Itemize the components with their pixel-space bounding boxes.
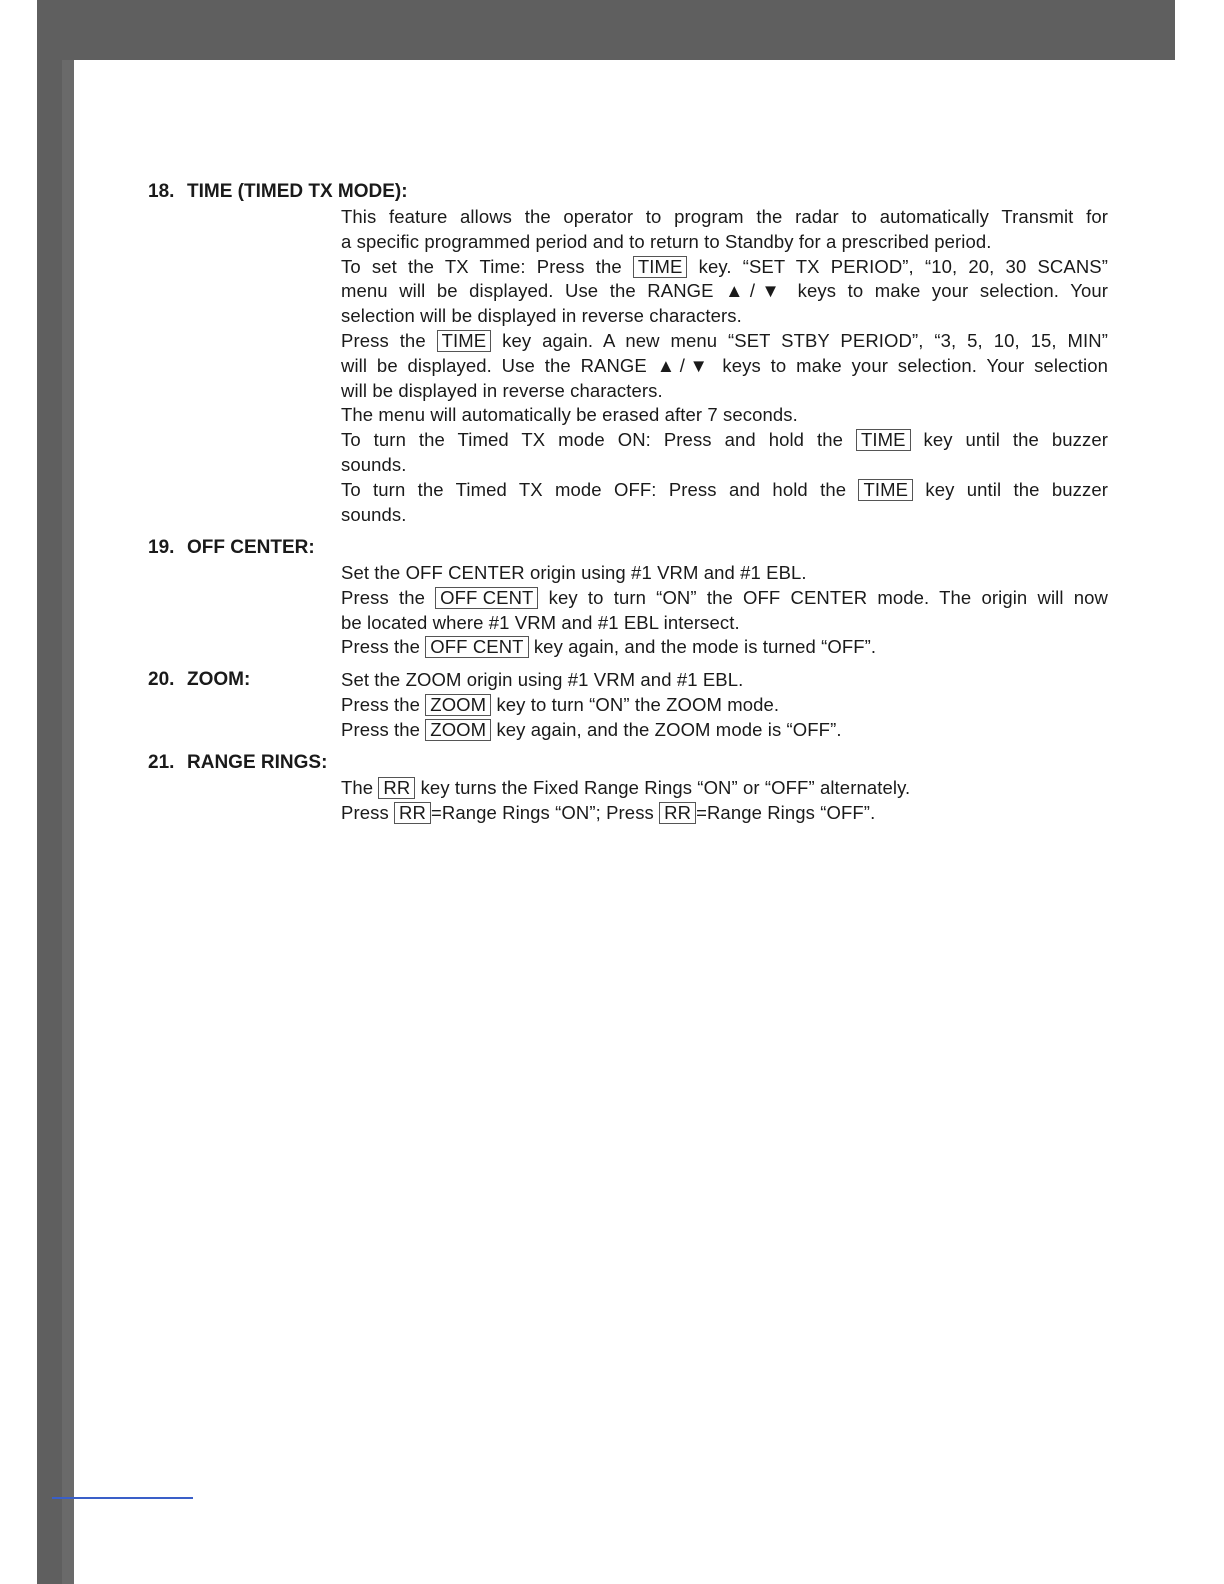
body-line	[341, 403, 1108, 428]
body-text: =Range Rings “ON”; Press	[430, 801, 660, 823]
body-text: be located where #1 VRM and #1 EBL intersect.	[341, 611, 740, 633]
key-label-zoom: ZOOM	[425, 694, 491, 716]
body-text: key. “SET TX PERIOD”, “10, 20, 30 SCANS”	[687, 255, 1108, 277]
body-line	[341, 718, 1108, 743]
body-line	[341, 205, 1108, 230]
body-line	[341, 776, 1108, 801]
body-line	[341, 329, 1108, 354]
body-line	[341, 586, 1108, 611]
body-line	[341, 503, 1108, 528]
section-number: 20.	[148, 669, 175, 690]
body-text: key again, and the mode is turned “OFF”.	[528, 636, 877, 658]
body-text: Press the	[341, 718, 426, 740]
body-text: Press	[341, 801, 395, 823]
key-label-time: TIME	[856, 429, 911, 451]
body-text: sounds.	[341, 453, 407, 475]
scan-border-left-edge	[62, 60, 74, 1584]
body-text: Press the	[341, 693, 426, 715]
body-text: =Range Rings “OFF”.	[696, 801, 876, 823]
key-label-rr: RR	[378, 777, 415, 799]
body-text: key until the buzzer	[913, 478, 1108, 500]
body-text: will be displayed. Use the RANGE ▲/▼ keys to make your selection. Your selection	[341, 354, 1108, 376]
body-text: a specific programmed period and to return to Standby for a prescribed period.	[341, 230, 992, 252]
body-text: Press the	[341, 636, 426, 658]
section-18-body	[341, 205, 1108, 527]
key-label-time: TIME	[858, 479, 913, 501]
body-line	[341, 279, 1108, 304]
body-text: key to turn “ON” the ZOOM mode.	[491, 693, 780, 715]
body-text: key again, and the ZOOM mode is “OFF”.	[491, 718, 842, 740]
section-number: 19.	[148, 537, 175, 558]
body-line	[341, 230, 1108, 255]
body-text: To turn the Timed TX mode ON: Press and hold the	[341, 429, 856, 451]
body-line	[341, 668, 1108, 693]
body-text: will be displayed in reverse characters.	[341, 379, 663, 401]
section-title: RANGE RINGS:	[187, 752, 328, 773]
key-label-zoom: ZOOM	[425, 719, 491, 741]
key-label-time: TIME	[437, 330, 492, 352]
section-20-heading	[148, 669, 250, 691]
body-text: The menu will automatically be erased after 7 seconds.	[341, 404, 798, 426]
body-text: key to turn “ON” the OFF CENTER mode. The origin will now	[538, 586, 1108, 608]
footer-rule	[52, 1497, 193, 1499]
body-line	[341, 611, 1108, 636]
section-19-body	[341, 561, 1108, 660]
body-line	[341, 255, 1108, 280]
body-line	[341, 693, 1108, 718]
key-label-rr: RR	[394, 802, 431, 824]
body-line	[341, 453, 1108, 478]
section-18-heading	[148, 181, 408, 203]
body-line	[341, 428, 1108, 453]
section-title: OFF CENTER:	[187, 537, 315, 558]
key-label-off-cent: OFF CENT	[425, 636, 528, 658]
body-text: Set the OFF CENTER origin using #1 VRM and #1 EBL.	[341, 562, 807, 583]
body-text: To set the TX Time: Press the	[341, 255, 633, 277]
body-text: This feature allows the operator to program the radar to automatically Transmit for	[341, 206, 1108, 227]
body-line	[341, 801, 1108, 826]
body-line	[341, 561, 1108, 586]
body-text: key turns the Fixed Range Rings “ON” or “OFF” alternately.	[415, 777, 911, 798]
key-label-off-cent: OFF CENT	[435, 587, 538, 609]
body-line	[341, 478, 1108, 503]
section-21-body	[341, 776, 1108, 826]
section-title: TIME (TIMED TX MODE):	[187, 181, 408, 202]
body-text: To turn the Timed TX mode OFF: Press and hold the	[341, 478, 859, 500]
body-text: Press the	[341, 586, 436, 608]
manual-page	[74, 60, 1175, 1584]
body-text: key until the buzzer	[910, 429, 1108, 451]
section-number: 18.	[148, 181, 175, 202]
section-19-heading	[148, 537, 315, 559]
body-text: menu will be displayed. Use the RANGE ▲/▼ keys to make your selection. Your	[341, 280, 1108, 302]
body-text: Set the ZOOM origin using #1 VRM and #1 EBL.	[341, 669, 744, 690]
scan-border-top	[37, 0, 1175, 60]
section-21-heading	[148, 752, 327, 774]
body-text: sounds.	[341, 503, 407, 525]
body-text: Press the	[341, 329, 437, 351]
body-text: key again. A new menu “SET STBY PERIOD”, “3, 5, 10, 15, MIN”	[491, 329, 1108, 351]
body-text: selection will be displayed in reverse characters.	[341, 305, 742, 327]
key-label-rr: RR	[659, 802, 696, 824]
key-label-time: TIME	[633, 256, 688, 278]
scan-margin-right	[1175, 0, 1224, 1584]
body-text: The	[341, 777, 379, 798]
section-number: 21.	[148, 752, 175, 773]
body-line	[341, 354, 1108, 379]
section-title: ZOOM:	[187, 669, 251, 690]
body-line	[341, 635, 1108, 660]
body-line	[341, 304, 1108, 329]
body-line	[341, 379, 1108, 404]
section-20-body	[341, 668, 1108, 742]
